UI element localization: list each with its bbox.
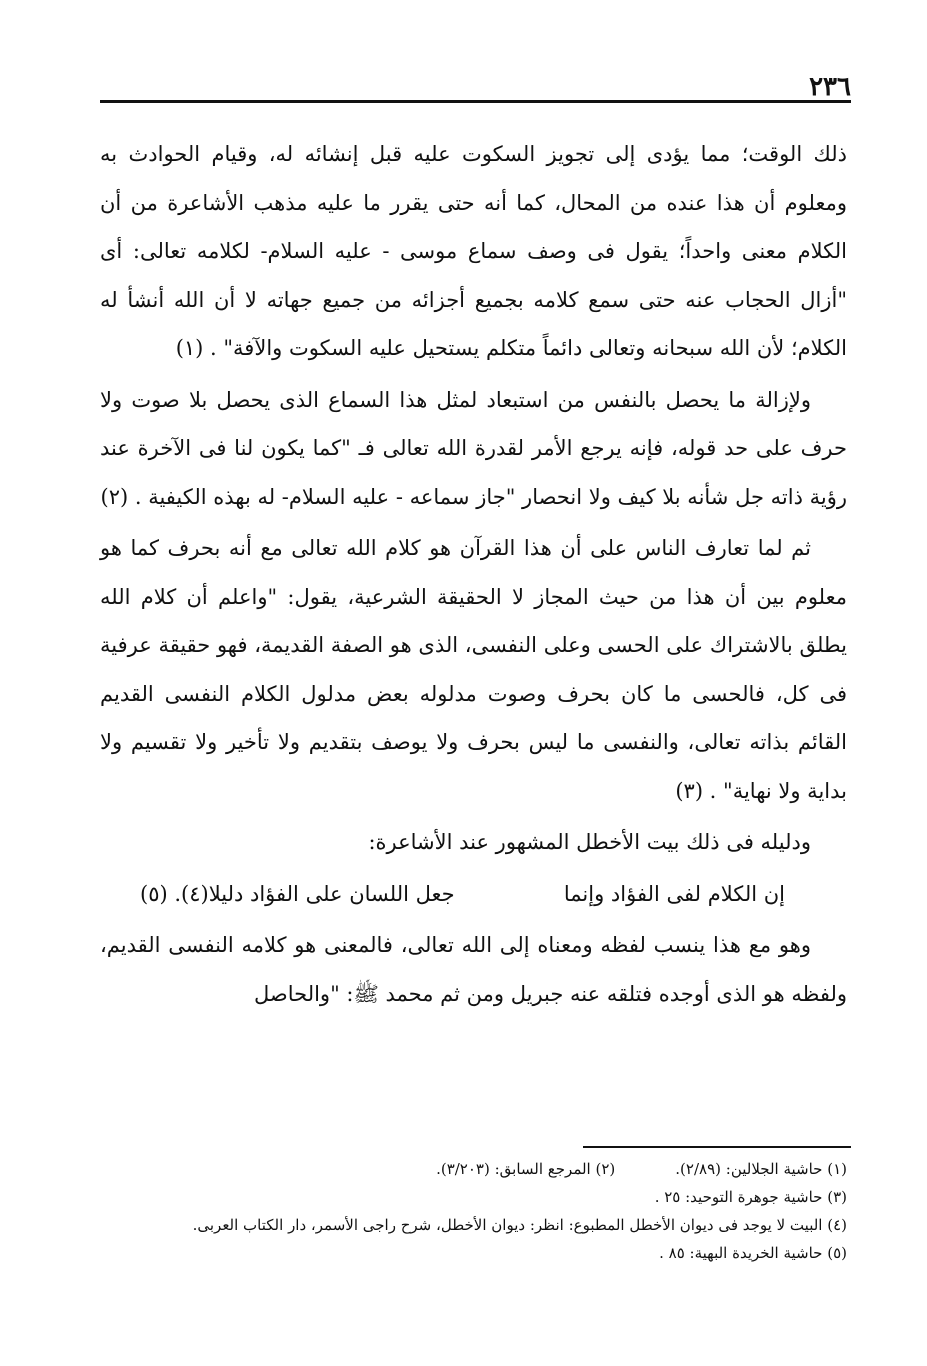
- header-rule: [100, 100, 851, 103]
- paragraph-5: وهو مع هذا ينسب لفظه ومعناه إلى الله تعالى، فالمعنى هو كلامه النفسى القديم، ولفظه هو الذى أوجده فتلقه عنه جبريل ومن ثم محمد ﷺ: "والحاصل: [100, 933, 847, 1006]
- poetry-verse: [100, 870, 847, 919]
- footnote-5: (٥) حاشية الخريدة البهية: ٨٥ .: [659, 1244, 847, 1262]
- footnotes: [100, 1155, 847, 1267]
- footnote-row-4: [100, 1239, 847, 1267]
- footnote-row-3: [100, 1211, 847, 1239]
- footnote-1: (١) حاشية الجلالين: (٢/٨٩).: [675, 1160, 847, 1178]
- footnote-row-1: [100, 1155, 847, 1183]
- paragraph-2: ولإزالة ما يحصل بالنفس من استبعاد لمثل هذا السماع الذى يحصل بلا صوت ولا حرف على حد قوله، فإنه يرجع الأمر لقدرة الله تعالى فـ "كما يكون لنا فى الآخرة عند رؤية ذاته جل شأنه بلا كيف ولا انحصار "جاز سماعه - عليه السلام- له بهذه الكيفية . (٢): [100, 387, 847, 509]
- paragraph-1: ذلك الوقت؛ مما يؤدى إلى تجويز السكوت عليه قبل إنشائه له، وقيام الحوادث به ومعلوم أن هذا عنده من المحال، كما أنه حتى يقرر ما عليه مذهب الأشاعرة من أن الكلام معنى واحداً؛ يقول فى وصف سماع موسى - عليه السلام- لكلامه تعالى: أى "أزال الحجاب عنه حتى سمع كلامه بجميع أجزائه من جميع جهاته لا أن الله أنشأ له الكلام؛ لأن الله سبحانه وتعالى دائماً متكلم يستحيل عليه السكوت والآفة" . (١): [100, 142, 847, 360]
- main-text: [100, 130, 847, 1021]
- paragraph-3: ثم لما تعارف الناس على أن هذا القرآن هو كلام الله تعالى مع أنه بحرف كما هو معلوم بين أن هذا من حيث المجاز لا الحقيقة الشرعية، يقول: "واعلم أن كلام الله يطلق بالاشتراك على الحسى وعلى النفسى، الذى هو الصفة القديمة، فهو حقيقة عرفية فى كل، فالحسى ما كان بحرف وصوت مدلوله بعض مدلول الكلام النفسى القديم القائم بذاته تعالى، والنفسى ما ليس بحرف ولا يوصف بتقديم ولا تأخير ولا تقسيم ولا بداية ولا نهاية" . (٣): [100, 536, 847, 803]
- footnote-3: (٣) حاشية جوهرة التوحيد: ٢٥ .: [654, 1188, 847, 1206]
- page-number: ٢٣٦: [809, 72, 851, 102]
- footnote-2: (٢) المرجع السابق: (٣/٢٠٣).: [436, 1160, 616, 1178]
- paragraph-4: ودليله فى ذلك بيت الأخطل المشهور عند الأشاعرة:: [368, 830, 811, 854]
- footnote-row-2: [100, 1183, 847, 1211]
- verse-second-hemistich: جعل اللسان على الفؤاد دليلا(٤). (٥): [140, 881, 455, 906]
- footnote-4: (٤) البيت لا يوجد فى ديوان الأخطل المطبوع: انظر: ديوان الأخطل، شرح راجى الأسمر، دار الكتاب العربى.: [192, 1216, 847, 1234]
- footnote-rule: [583, 1146, 851, 1148]
- verse-first-hemistich: إن الكلام لفى الفؤاد وإنما: [563, 881, 785, 906]
